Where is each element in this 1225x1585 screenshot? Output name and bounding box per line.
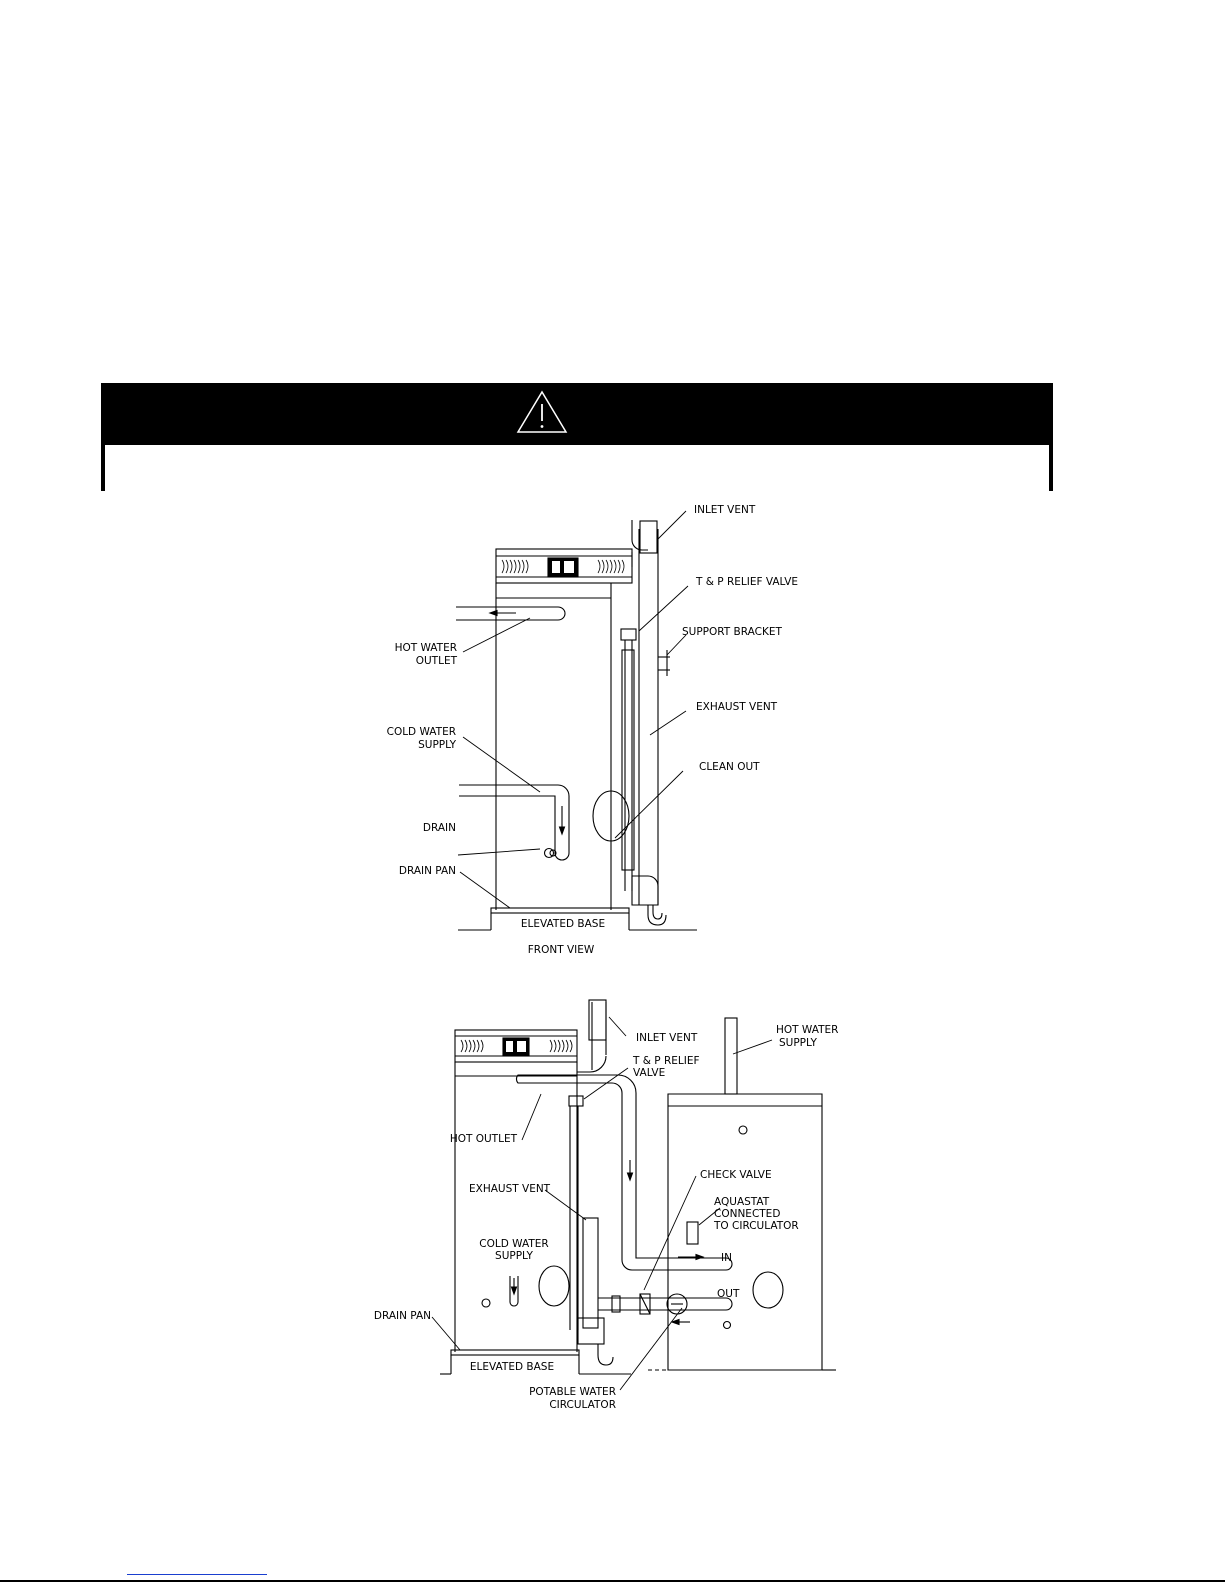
bottom-rule [0, 1580, 1225, 1582]
label-support-bracket: SUPPORT BRACKET [682, 626, 782, 638]
label-exhaust-vent: EXHAUST VENT [696, 701, 778, 713]
label-tp-relief-valve: T & P RELIEF VALVE [696, 576, 799, 588]
label-hot-outlet: HOT OUTLET [449, 1133, 517, 1145]
front-view-labels [387, 504, 798, 956]
label-check-valve: CHECK VALVE [700, 1169, 772, 1181]
bottom-link-underline [127, 1574, 267, 1575]
label-potable-circulator-2: CIRCULATOR [549, 1399, 616, 1411]
label-cold-water-supply-2: SUPPLY [418, 739, 456, 751]
label-exhaust-vent-2: EXHAUST VENT [469, 1183, 551, 1195]
label-hot-water-supply-1: HOT WATER [776, 1024, 839, 1036]
front-view-heater [456, 520, 697, 930]
label-aquastat-1: AQUASTAT [714, 1196, 770, 1208]
label-elevated-base: ELEVATED BASE [520, 918, 606, 930]
label-out: OUT [717, 1288, 740, 1300]
label-inlet-vent: INLET VENT [694, 504, 756, 516]
label-clean-out: CLEAN OUT [699, 761, 760, 773]
caption-front-view: FRONT VIEW [527, 944, 595, 956]
label-drain-pan-2: DRAIN PAN [373, 1310, 431, 1322]
label-inlet-vent-2: INLET VENT [636, 1032, 698, 1044]
label-potable-circulator-1: POTABLE WATER [529, 1386, 616, 1398]
label-cold-water-supply-1b: COLD WATER [479, 1238, 549, 1250]
label-hot-water-outlet-1: HOT WATER [394, 642, 457, 654]
label-drain: DRAIN [422, 822, 456, 834]
label-in: IN [721, 1252, 732, 1264]
label-tp-relief-2: VALVE [633, 1067, 666, 1079]
label-cold-water-supply-2b: SUPPLY [495, 1250, 533, 1262]
label-aquastat-2: CONNECTED [714, 1208, 781, 1220]
label-hot-water-outlet-2: OUTLET [415, 655, 457, 667]
label-aquastat-3: TO CIRCULATOR [714, 1220, 799, 1232]
label-drain-pan: DRAIN PAN [398, 865, 456, 877]
label-tp-relief-1: T & P RELIEF [633, 1055, 700, 1067]
label-hot-water-supply-2: SUPPLY [779, 1037, 817, 1049]
indirect-view-labels [374, 1024, 839, 1411]
label-cold-water-supply-1: COLD WATER [386, 726, 456, 738]
label-elevated-base-2: ELEVATED BASE [469, 1361, 555, 1373]
